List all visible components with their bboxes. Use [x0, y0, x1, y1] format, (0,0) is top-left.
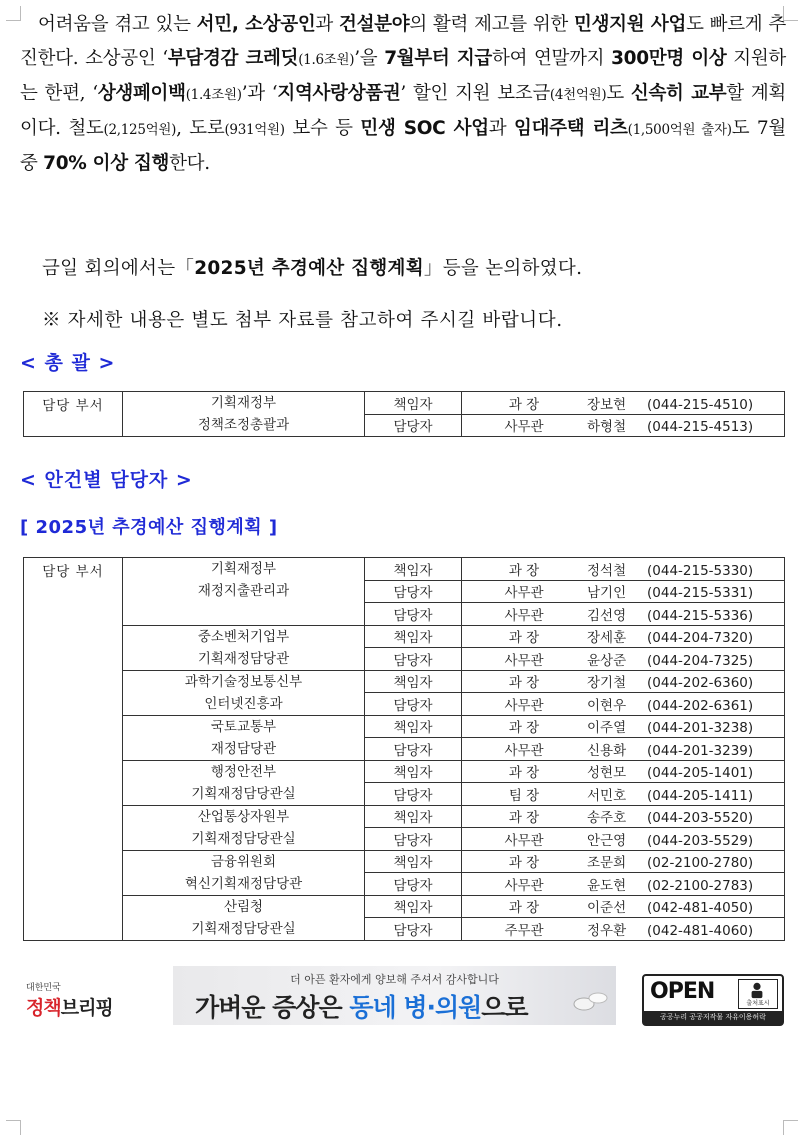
phone-number: (042-481-4060) — [647, 922, 754, 939]
contact-row — [24, 558, 785, 581]
contact-row — [24, 850, 785, 873]
phone-number: (02-2100-2780) — [647, 855, 754, 872]
role-cell: 책임자 — [365, 805, 462, 828]
attribution-label: 출처표시 — [746, 1000, 770, 1007]
contact-info-cell — [462, 895, 785, 918]
banner-title: 가벼운 증상은 동네 병·의원으로 — [195, 993, 528, 1022]
role-cell: 담당자 — [365, 783, 462, 806]
contact-row — [24, 392, 785, 415]
organization-name: 국토교통부 — [210, 718, 277, 735]
contact-info-cell — [462, 558, 785, 581]
attribution-icon — [738, 979, 778, 1009]
organization-name: 재정담당관 — [210, 740, 277, 757]
banner-subtitle: 더 아픈 환자에게 양보해 주셔서 감사합니다 — [290, 973, 499, 986]
contact-name: 이주열 — [587, 720, 627, 737]
organization-cell — [123, 850, 365, 895]
role-cell: 책임자 — [365, 850, 462, 873]
phone-number: (044-215-5331) — [647, 585, 754, 602]
contact-name: 안근영 — [587, 832, 627, 849]
contact-name: 이현우 — [587, 697, 627, 714]
role-cell: 책임자 — [365, 625, 462, 648]
contact-name: 서민호 — [587, 787, 627, 804]
organization-name: 기획재정부 — [210, 395, 277, 411]
contact-row — [24, 715, 785, 738]
organization-name: 산림청 — [223, 898, 264, 915]
organization-name: 인터넷진흥과 — [204, 695, 283, 712]
meeting-line: 금일 회의에서는「2025년 추경예산 집행계획」등을 논의하였다. — [42, 258, 583, 279]
contact-name: 김선영 — [587, 607, 627, 624]
position-title: 과 장 — [508, 900, 540, 917]
role-cell: 담당자 — [365, 648, 462, 671]
position-title: 사무관 — [504, 607, 544, 624]
role-cell: 책임자 — [365, 392, 462, 415]
position-title: 사무관 — [504, 419, 544, 436]
contact-info-cell — [462, 783, 785, 806]
contact-row — [24, 895, 785, 918]
page-corner-mark — [6, 1120, 21, 1135]
organization-name: 기획재정담당관실 — [191, 785, 296, 802]
organization-name: 재정지출관리과 — [197, 583, 290, 599]
organization-name: 산업통상자원부 — [197, 808, 290, 825]
phone-number: (044-201-3238) — [647, 720, 754, 737]
phone-number: (044-203-5529) — [647, 832, 754, 849]
organization-name: 과학기술정보통신부 — [184, 673, 303, 690]
contact-info-cell — [462, 738, 785, 761]
position-title: 과 장 — [508, 720, 540, 737]
phone-number: (042-481-4050) — [647, 900, 754, 917]
role-cell: 책임자 — [365, 895, 462, 918]
contact-name: 신용화 — [587, 742, 627, 759]
contact-info-cell — [462, 873, 785, 896]
open-wordmark: OPEN — [650, 979, 715, 1004]
phone-number: (044-205-1411) — [647, 787, 754, 804]
logo-wordmark: 정책브리핑 — [26, 997, 113, 1019]
agenda-contact-table — [23, 557, 785, 941]
position-title: 과 장 — [508, 630, 540, 647]
contact-name: 윤도현 — [587, 877, 627, 894]
contact-name: 정우환 — [587, 922, 627, 939]
page-corner-mark — [783, 1120, 798, 1135]
organization-cell — [123, 670, 365, 715]
contact-name: 조문희 — [587, 855, 627, 872]
organization-cell — [123, 895, 365, 940]
organization-name: 중소벤처기업부 — [197, 628, 290, 645]
organization-cell — [123, 715, 365, 760]
role-cell: 담당자 — [365, 603, 462, 626]
position-title: 과 장 — [508, 675, 540, 692]
organization-name: 기획재정부 — [210, 561, 277, 577]
role-cell: 책임자 — [365, 670, 462, 693]
page-corner-mark — [6, 6, 21, 21]
contact-info-cell — [462, 850, 785, 873]
organization-cell — [123, 558, 365, 626]
license-caption: 공공누리 공공저작물 자유이용허락 — [644, 1011, 782, 1024]
phone-number: (02-2100-2783) — [647, 877, 754, 894]
organization-cell — [123, 805, 365, 850]
contact-name: 장보현 — [587, 396, 627, 413]
role-cell: 담당자 — [365, 738, 462, 761]
contact-info-cell — [462, 715, 785, 738]
contact-row — [24, 670, 785, 693]
phone-number: (044-215-5336) — [647, 607, 754, 624]
role-cell: 책임자 — [365, 558, 462, 581]
organization-cell — [123, 625, 365, 670]
organization-cell — [123, 392, 365, 437]
phone-number: (044-205-1401) — [647, 765, 754, 782]
contact-info-cell — [462, 414, 785, 437]
department-label-cell: 담당 부서 — [24, 392, 123, 437]
organization-name: 정책조정총괄과 — [197, 417, 290, 433]
contact-info-cell — [462, 580, 785, 603]
contact-name: 장세훈 — [587, 630, 627, 647]
reference-note: ※ 자세한 내용은 별도 첨부 자료를 참고하여 주시길 바랍니다. — [42, 310, 563, 331]
phone-number: (044-204-7325) — [647, 652, 754, 669]
pill-icon — [570, 986, 610, 1016]
contact-info-cell — [462, 693, 785, 716]
organization-name: 기획재정담당관실 — [191, 830, 296, 847]
contact-info-cell — [462, 625, 785, 648]
organization-name: 행정안전부 — [210, 763, 277, 780]
position-title: 사무관 — [504, 652, 544, 669]
contact-info-cell — [462, 648, 785, 671]
role-cell: 책임자 — [365, 760, 462, 783]
position-title: 팀 장 — [508, 787, 540, 804]
contact-info-cell — [462, 392, 785, 415]
phone-number: (044-203-5520) — [647, 810, 754, 827]
role-cell: 담당자 — [365, 918, 462, 941]
organization-name: 기획재정담당관실 — [191, 920, 296, 937]
contact-name: 하형철 — [587, 419, 627, 436]
phone-number: (044-201-3239) — [647, 742, 754, 759]
contact-name: 남기인 — [587, 585, 627, 602]
campaign-banner[interactable] — [173, 966, 616, 1025]
contact-name: 이준선 — [587, 900, 627, 917]
contact-info-cell — [462, 828, 785, 851]
position-title: 과 장 — [508, 396, 540, 413]
organization-cell — [123, 760, 365, 805]
contact-name: 성현모 — [587, 765, 627, 782]
role-cell: 담당자 — [365, 580, 462, 603]
contact-info-cell — [462, 918, 785, 941]
position-title: 주무관 — [504, 922, 544, 939]
contact-name: 송주호 — [587, 810, 627, 827]
footer-banner-row — [0, 966, 804, 1026]
policy-briefing-logo[interactable] — [26, 980, 130, 1026]
contact-row — [24, 760, 785, 783]
position-title: 사무관 — [504, 585, 544, 602]
organization-name: 기획재정담당관 — [197, 650, 290, 667]
contact-info-cell — [462, 760, 785, 783]
position-title: 과 장 — [508, 855, 540, 872]
position-title: 사무관 — [504, 877, 544, 894]
position-title: 사무관 — [504, 697, 544, 714]
role-cell: 책임자 — [365, 715, 462, 738]
role-cell: 담당자 — [365, 414, 462, 437]
phone-number: (044-215-4513) — [647, 419, 754, 436]
phone-number: (044-202-6360) — [647, 675, 754, 692]
summary-contact-table — [23, 391, 785, 437]
logo-caption: 대한민국 — [26, 983, 61, 993]
body-paragraph: 어려움을 겪고 있는 서민, 소상공인과 건설분야의 활력 제고를 위한 민생지원 사업도 빠르게 추진한다. 소상공인 ‘부담경감 크레딧(1.6조원)’을 7월부터 지급하여 연말까지 300만명 이상 지원하는 한편, ‘상생페이백(1.4조원)’과 ‘지역사랑상품권’ 할인 지원 보조금(4천억원)도 신속히 교부할 계획이다. 철도(2,125억원), 도로(931억원) 보수 등 민생 SOC 사업과 임대주택 리츠(1,500억원 출자)도 7월 중 70% 이상 집행한다. — [20, 14, 787, 174]
contact-name: 윤상준 — [587, 652, 627, 669]
contact-name: 정석철 — [587, 562, 627, 579]
position-title: 사무관 — [504, 742, 544, 759]
organization-name: 혁신기획재정담당관 — [184, 875, 303, 892]
phone-number: (044-215-5330) — [647, 562, 754, 579]
phone-number: (044-204-7320) — [647, 630, 754, 647]
phone-number: (044-215-4510) — [647, 396, 754, 413]
position-title: 과 장 — [508, 562, 540, 579]
role-cell: 담당자 — [365, 693, 462, 716]
contact-info-cell — [462, 805, 785, 828]
organization-name: 금융위원회 — [210, 853, 277, 870]
agenda-subheading: [ 2025년 추경예산 집행계획 ] — [20, 517, 278, 538]
summary-heading: < 총 괄 > — [20, 352, 116, 374]
position-title: 과 장 — [508, 765, 540, 782]
role-cell: 담당자 — [365, 873, 462, 896]
agenda-heading: < 안건별 담당자 > — [20, 469, 193, 491]
contact-name: 장기철 — [587, 675, 627, 692]
contact-info-cell — [462, 603, 785, 626]
position-title: 사무관 — [504, 832, 544, 849]
position-title: 과 장 — [508, 810, 540, 827]
phone-number: (044-202-6361) — [647, 697, 754, 714]
contact-row — [24, 625, 785, 648]
contact-row — [24, 805, 785, 828]
kogl-open-license-logo[interactable] — [642, 974, 784, 1026]
department-label-cell: 담당 부서 — [24, 558, 123, 941]
contact-info-cell — [462, 670, 785, 693]
role-cell: 담당자 — [365, 828, 462, 851]
